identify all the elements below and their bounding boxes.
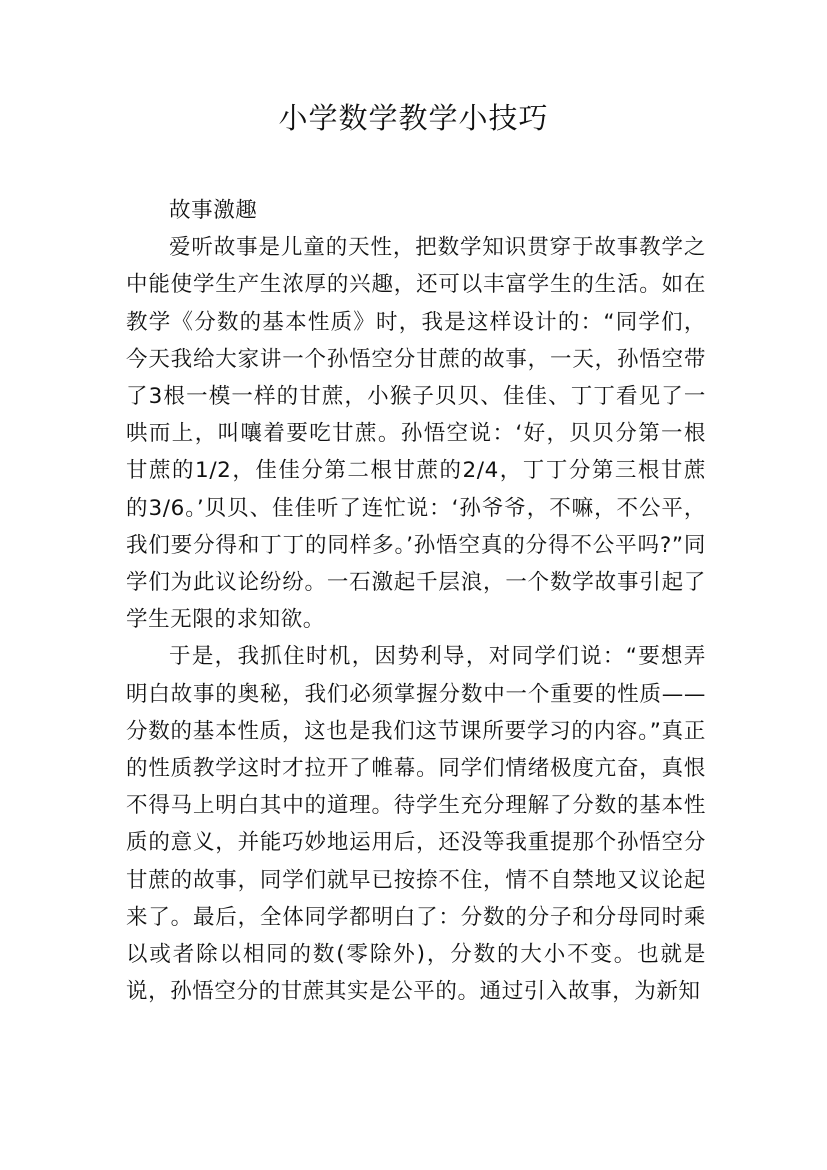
paragraph-2: 于是，我抓住时机，因势利导，对同学们说：“要想弄明白故事的奥秘，我们必须掌握分数中一个重要的性质——分数的基本性质，这也是我们这节课所要学习的内容。”真正的性质教学这时才拉开了帷幕。同学们情绪极度亢奋，真恨不得马上明白其中的道理。待学生充分理解了分数的基本性质的意义，并能巧妙地运用后，还没等我重提那个孙悟空分甘蔗的故事，同学们就早已按捺不住，情不自禁地又议论起来了。最后，全体同学都明白了：分数的分子和分母同时乘以或者除以相同的数(零除外)，分数的大小不变。也就是说，孙悟空分的甘蔗其实是公平的。通过引入故事，为新知 — [126, 644, 706, 1005]
document-body — [126, 192, 706, 1010]
paragraph-1: 爱听故事是儿童的天性，把数学知识贯穿于故事教学之中能使学生产生浓厚的兴趣，还可以丰富学生的生活。如在教学《分数的基本性质》时，我是这样设计的：“同学们，今天我给大家讲一个孙悟空分甘蔗的故事，一天，孙悟空带了3根一模一样的甘蔗，小猴子贝贝、佳佳、丁丁看见了一哄而上，叫嚷着要吃甘蔗。孙悟空说：‘好，贝贝分第一根甘蔗的1/2，佳佳分第二根甘蔗的2/4，丁丁分第三根甘蔗的3/6。’贝贝、佳佳听了连忙说：‘孙爷爷，不嘛，不公平，我们要分得和丁丁的同样多。’孙悟空真的分得不公平吗?”同学们为此议论纷纷。一石激起千层浪，一个数学故事引起了学生无限的求知欲。 — [126, 235, 706, 633]
section-heading: 故事激趣 — [169, 198, 258, 223]
document-title: 小学数学教学小技巧 — [278, 101, 549, 135]
